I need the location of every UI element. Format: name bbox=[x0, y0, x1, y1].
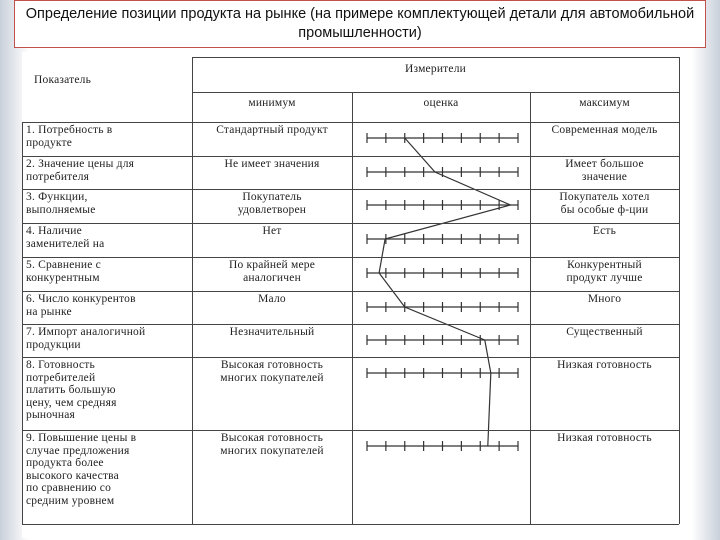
row-divider-min bbox=[352, 291, 353, 324]
row-left-border bbox=[22, 223, 23, 257]
header-right-border bbox=[679, 57, 680, 122]
row-max-value: Низкая готовность bbox=[557, 432, 652, 444]
row-divider-min bbox=[352, 122, 353, 156]
row-indicator: 6. Число конкурентов на рынке bbox=[26, 293, 136, 318]
row-right-border bbox=[679, 324, 680, 357]
row-indicator: 4. Наличие заменителей на bbox=[26, 225, 105, 250]
row-min-value: Мало bbox=[258, 293, 286, 305]
scanned-table bbox=[22, 52, 692, 538]
slide-title-box bbox=[14, 0, 706, 48]
row-divider-min bbox=[352, 357, 353, 430]
row-max-value: Конкурентный продукт лучше bbox=[566, 259, 643, 284]
header-meters: Измерители bbox=[405, 63, 466, 75]
row-min-value: Стандартный продукт bbox=[216, 124, 328, 136]
row-indicator: 2. Значение цены для потребителя bbox=[26, 158, 135, 183]
row-divider-min bbox=[352, 189, 353, 223]
row-min-value: Высокая готовность многих покупателей bbox=[220, 359, 324, 384]
row-left-border bbox=[22, 122, 23, 156]
row-min-value: Высокая готовность многих покупателей bbox=[220, 432, 324, 457]
table-bottom-line bbox=[22, 524, 679, 525]
row-left-border bbox=[22, 189, 23, 223]
header-min: минимум bbox=[248, 97, 296, 109]
row-right-border bbox=[679, 122, 680, 156]
header-max: максимум bbox=[579, 97, 630, 109]
row-max-value: Низкая готовность bbox=[557, 359, 652, 371]
row-right-border bbox=[679, 189, 680, 223]
row-left-border bbox=[22, 324, 23, 357]
row-right-border bbox=[679, 430, 680, 524]
row-max-value: Есть bbox=[592, 225, 617, 237]
header-sub-line bbox=[192, 92, 679, 93]
header-divider-max bbox=[530, 92, 531, 122]
row-max-value: Современная модель bbox=[551, 124, 658, 136]
row-indicator: 3. Функции, выполняемые bbox=[26, 191, 96, 216]
row-divider-min bbox=[352, 156, 353, 189]
row-indicator: 5. Сравнение с конкурентным bbox=[26, 259, 101, 284]
row-divider-min bbox=[352, 257, 353, 291]
row-right-border bbox=[679, 257, 680, 291]
row-indicator: 9. Повышение цены в случае предложения продукта более высокого качества по сравнению со средним уровнем bbox=[26, 432, 137, 507]
row-left-border bbox=[22, 291, 23, 324]
header-indicator: Показатель bbox=[34, 74, 92, 86]
row-max-value: Много bbox=[587, 293, 622, 305]
header-divider-indicator bbox=[192, 57, 193, 122]
row-right-border bbox=[679, 156, 680, 189]
row-min-value: Покупатель удовлетворен bbox=[237, 191, 307, 216]
row-min-value: Незначительный bbox=[229, 326, 315, 338]
row-indicator: 7. Импорт аналогичной продукции bbox=[26, 326, 146, 351]
header-score: оценка bbox=[423, 97, 459, 109]
row-left-border bbox=[22, 357, 23, 430]
row-min-value: Не имеет значения bbox=[224, 158, 320, 170]
header-divider-min bbox=[352, 92, 353, 122]
row-right-border bbox=[679, 291, 680, 324]
header-top-line bbox=[192, 57, 679, 58]
row-left-border bbox=[22, 156, 23, 189]
row-right-border bbox=[679, 357, 680, 430]
row-min-value: Нет bbox=[262, 225, 282, 237]
row-indicator: 8. Готовность потребителей платить большую цену, чем средняя рыночная bbox=[26, 359, 117, 422]
row-max-value: Покупатель хотел бы особые ф-ции bbox=[559, 191, 650, 216]
row-max-value: Имеет большое значение bbox=[565, 158, 644, 183]
row-divider-min bbox=[352, 324, 353, 357]
slide-title: Определение позиции продукта на рынке (на примере комплектующей детали для автомобильной промышленности) bbox=[25, 6, 695, 41]
row-right-border bbox=[679, 223, 680, 257]
row-divider-min bbox=[352, 430, 353, 524]
row-left-border bbox=[22, 257, 23, 291]
row-min-value: По крайней мере аналогичен bbox=[228, 259, 316, 284]
row-indicator: 1. Потребность в продукте bbox=[26, 124, 113, 149]
row-left-border bbox=[22, 430, 23, 524]
row-max-value: Существенный bbox=[566, 326, 643, 338]
row-divider-min bbox=[352, 223, 353, 257]
